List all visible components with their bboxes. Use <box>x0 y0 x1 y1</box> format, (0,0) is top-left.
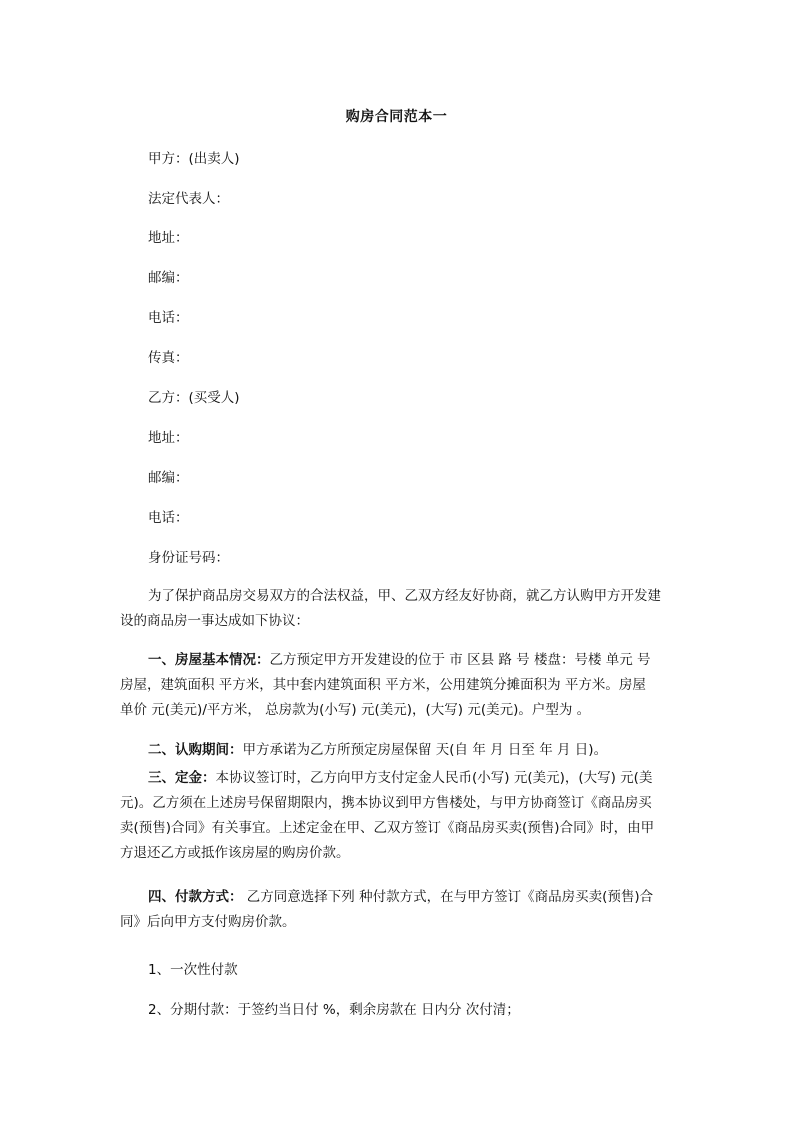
payment-option-installment: 2、分期付款：于签约当日付 %，剩余房款在 日内分 次付清； <box>148 1002 520 1018</box>
section-line: 四、付款方式： 乙方同意选择下列 种付款方式，在与甲方签订《商品房买卖(预售)合 <box>148 889 654 905</box>
section-line: 同》后向甲方支付购房价款。 <box>120 914 296 930</box>
section-line: 二、认购期间：甲方承诺为乙方所预定房屋保留 天(自 年 月 日至 年 月 日)。 <box>148 742 608 758</box>
party-b-label: 乙方：(买受人) <box>148 390 240 406</box>
party-a-postcode: 邮编： <box>148 270 189 286</box>
section-line: 元)。乙方须在上述房号保留期限内，携本协议到甲方售楼处，与甲方协商签订《商品房买 <box>120 795 652 811</box>
section-heading: 四、付款方式： <box>148 889 243 905</box>
party-b-id-number: 身份证号码： <box>148 550 229 566</box>
party-b-address: 地址： <box>148 430 189 446</box>
party-a-label: 甲方：(出卖人) <box>148 151 240 167</box>
section-deposit <box>120 766 678 866</box>
section-line: 卖(预售)合同》有关事宜。上述定金在甲、乙双方签订《商品房买卖(预售)合同》时，由甲 <box>120 820 655 836</box>
section-payment-method <box>120 885 678 935</box>
section-heading: 三、定金： <box>148 770 216 786</box>
party-a-phone: 电话： <box>148 310 189 326</box>
section-line: 单价 元(美元)/平方米， 总房款为(小写) 元(美元)，(大写) 元(美元)。户型为 。 <box>120 702 591 718</box>
party-a-fax: 传真： <box>148 350 189 366</box>
section-heading: 二、认购期间： <box>148 742 243 758</box>
section-house-info <box>120 648 678 723</box>
section-line: 方退还乙方或抵作该房屋的购房价款。 <box>120 845 350 861</box>
section-line: 三、定金：本协议签订时，乙方向甲方支付定金人民币(小写) 元(美元)，(大写) 元(美 <box>148 770 653 786</box>
section-subscription-period <box>148 738 678 763</box>
party-a-legal-rep: 法定代表人： <box>148 191 229 207</box>
document-title: 购房合同范本一 <box>345 109 448 125</box>
payment-option-lump-sum: 1、一次性付款 <box>148 962 238 978</box>
section-heading: 一、房屋基本情况： <box>148 652 270 668</box>
section-line: 房屋，建筑面积 平方米，其中套内建筑面积 平方米，公用建筑分摊面积为 平方米。房屋 <box>120 677 646 693</box>
intro-paragraph <box>120 584 678 634</box>
intro-line: 为了保护商品房交易双方的合法权益，甲、乙双方经友好协商，就乙方认购甲方开发建 <box>148 588 661 604</box>
section-line: 一、房屋基本情况：乙方预定甲方开发建设的位于 市 区县 路 号 楼盘：号楼 单元 号 <box>148 652 651 668</box>
party-b-postcode: 邮编： <box>148 470 189 486</box>
party-b-phone: 电话： <box>148 510 189 526</box>
party-a-address: 地址： <box>148 230 189 246</box>
intro-line: 设的商品房一事达成如下协议： <box>120 613 309 629</box>
